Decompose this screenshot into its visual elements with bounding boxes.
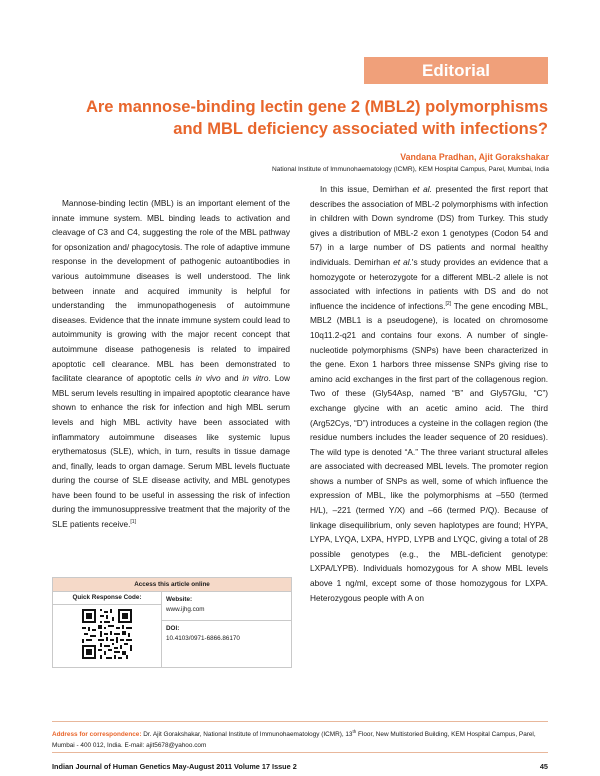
italic-term: et al. xyxy=(393,256,412,267)
doi-label: DOI: xyxy=(166,625,180,632)
paragraph: Mannose-binding lectin (MBL) is an important element of the innate immune system. MBL binding leads to activation and cleavage of C3 and C4, suggesting the role of the MBL pathway for opsonization and/ phagocytosis. The role of adaptive immune response in the development of pathogenic autoantibodies in various autoimmune diseases is well understood. The link between innate and acquired immunity is helpful for understanding the immunopathogenesis of autoimmune diseases. Evidence that the innate immune system could lead to autoimmunity is growing with the major recent concept that autoimmune disease pathogenesis is related to impaired apoptotic cell clearance. MBL has been demonstrated to facilitate clearance of apoptotic cells in vivo and in vitro. Low MBL serum levels resulting in impaired apoptotic clearance have shown to enhance the risk for infection and high MBL serum levels and high MBL activity have been associated with inflammatory autoimmune diseases like systemic lupus erythematosus (SLE), which, in turn, results in tissue damage and, finally, leads to organ damage. Serum MBL levels fluctuate during the course of SLE disease activity, and MBL genotypes have been found to be useful in assessing the risk of infection during the immunosuppressive treatment that the majority of the SLE patients receive.[1] xyxy=(52,198,291,530)
title-line-2: and MBL deficiency associated with infections? xyxy=(173,120,548,138)
paragraph: In this issue, Demirhan et al. presented the first report that describes the association of MBL-2 polymorphisms with infection in children with Down syndrome (DS) from Turkey. This study gives a distribution of MBL-2 exon 1 genotypes (Codon 54 and 57) in a large number of DS patients and normal healthy individuals. Demirhan et al.'s study provides an evidence that a homozygote or heterozygote for a different MBL-2 allele is not associated with infections in patients with DS and do not influence the incidence of infections.[2] The gene encoding MBL, MBL2 (MBL1 is a pseudogene), is located on chromosome 10q11.2-q21 and contains four exons. A number of single-nucleotide polymorphisms (SNPs) have been characterized in the gene. Exon 1 harbors three missense SNPs giving rise to amino acid exchanges in the first part of the collagenous region. Two of these (Gly54Asp, named “B” and Gly57Glu, “C”) exchange glycine with an acetic amino acid. The third (Arg52Cys, “D”) introduces a cysteine in the collagen region (the residue numbers includes the leader sequence of 20 residues). The wild type is denoted “A.” The three variant structural alleles are associated with decreased MBL levels. The promoter region shows a number of SNPs as well, some of which influence the expression of MBL, like the polymorphisms at –550 (termed H/L), –221 (termed Y/X) and –66 (termed P/Q). Because of linkage disequilibrium, only seven haplotypes are found; HYPA, LYPA, LYQA, LXPA, HYPD, LYPB and LYQC, giving a total of 28 possible genotypes (e.g., the MBL-deficient genotype: LXPA/LYPB). Individuals homozygous for A show MBL levels above 1 ng/ml, except some of those homozygous for LXPA. Heterozygous people with A on xyxy=(310,184,548,603)
italic-term: et al. xyxy=(412,184,432,194)
doi-cell xyxy=(162,621,291,643)
website-link[interactable]: www.ijhg.com xyxy=(166,605,205,613)
article-title xyxy=(28,96,548,140)
doi-link[interactable]: 10.4103/0971-6866.86170 xyxy=(166,634,240,642)
journal-footer: Indian Journal of Human Genetics May-August 2011 Volume 17 Issue 2 xyxy=(52,762,297,771)
italic-term: in vivo xyxy=(195,373,221,384)
qr-code-icon[interactable] xyxy=(82,609,132,659)
title-line-1: Are mannose-binding lectin gene 2 (MBL2) polymorphisms xyxy=(85,98,548,116)
page-number: 45 xyxy=(539,762,548,771)
website-label: Website: xyxy=(166,596,193,603)
reference-link[interactable]: [1] xyxy=(130,519,136,526)
qr-label: Quick Response Code: xyxy=(53,592,161,605)
correspondence-label: Address for correspondence: xyxy=(52,731,142,739)
body-column-left xyxy=(52,196,290,532)
divider xyxy=(52,752,548,753)
italic-term: in vitro xyxy=(242,373,269,384)
authors: Vandana Pradhan, Ajit Gorakshakar xyxy=(400,152,549,162)
access-article-box xyxy=(52,577,292,668)
access-links xyxy=(162,592,291,667)
qr-section xyxy=(53,592,162,667)
reference-link[interactable]: [2] xyxy=(445,300,451,307)
affiliation: National Institute of Immunohaematology (ICMR), KEM Hospital Campus, Parel, Mumbai, India xyxy=(271,166,549,173)
divider xyxy=(52,721,548,722)
correspondence-address: Address for correspondence: Dr. Ajit Gorakshakar, National Institute of Immunohaematology (ICMR), 13th Floor, New Multistoried Building, KEM Hospital Campus, Parel, Mumbai - 400 012, India. E-mail: ajit5678@yahoo.com xyxy=(52,729,536,749)
body-column-right xyxy=(310,182,548,605)
section-banner: Editorial xyxy=(364,57,548,84)
access-box-header: Access this article online xyxy=(53,578,291,592)
website-cell xyxy=(162,592,291,621)
